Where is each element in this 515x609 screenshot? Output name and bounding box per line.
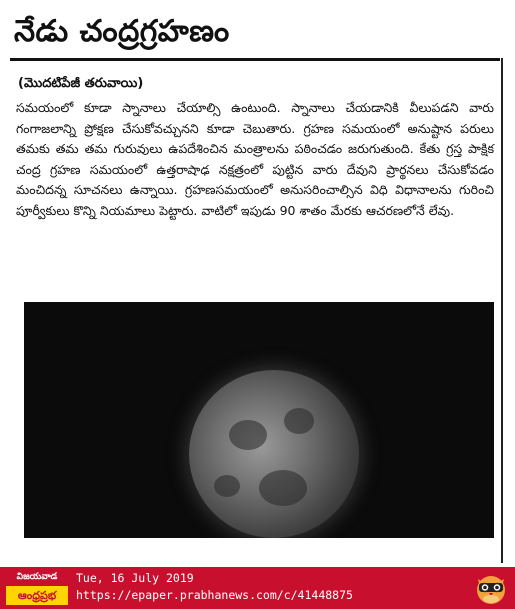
article-paragraph: సమయంలో కూడా స్నానాలు చేయాల్సి ఉంటుంది. స్నానాలు చేయడానికి వీలుపడని వారు గంగాజలాన్ని ప్రోక్షణ చేసుకోవచ్చునని కూడా చెబుతారు. గ్రహణ సమయంలో అనుష్టాన పరులు తమకు తమ తమ గురువులు ఉపదేశించిన మంత్రాలను పఠించడం జరుగుతుంది. కేతు గ్రస్త పాక్షిక చంద్ర గ్రహణ సమయంలో ఉత్తరాషాఢ నక్షత్రంలో పుట్టిన వారు దేవుని ప్రార్థనలు చేసుకోవడం మంచిదన్న సూచనలు ఉన్నాయి. గ్రహణసమయంలో అనుసరించాల్సిన విధి విధానాలను గురించి పూర్వీకులు కొన్ని నియమాలు పెట్టారు. వాటిలో ఇపుడు 90 శాతం మేరకు ఆచరణలోనే లేవు. (16, 100, 494, 218)
moon-image (189, 370, 359, 538)
publish-date: Tue, 16 July 2019 (76, 571, 194, 585)
headline-divider (10, 58, 500, 61)
lunar-eclipse-photo (24, 302, 494, 538)
page-title: నేడు చంద్రగ్రహణం (14, 14, 230, 49)
article-body (16, 98, 494, 221)
column-divider (501, 58, 503, 563)
newspaper-logo[interactable] (4, 570, 70, 606)
epaper-link[interactable]: https://epaper.prabhanews.com/c/41448875 (76, 588, 353, 602)
footer-meta (76, 570, 353, 604)
brand-label: ఆంధ్రప్రభ (6, 586, 68, 605)
owl-icon (474, 571, 508, 605)
continued-label: (మొదటిపేజీ తరువాయి) (18, 76, 144, 91)
edition-label: విజయవాడ (16, 572, 58, 582)
epaper-footer (0, 567, 515, 609)
